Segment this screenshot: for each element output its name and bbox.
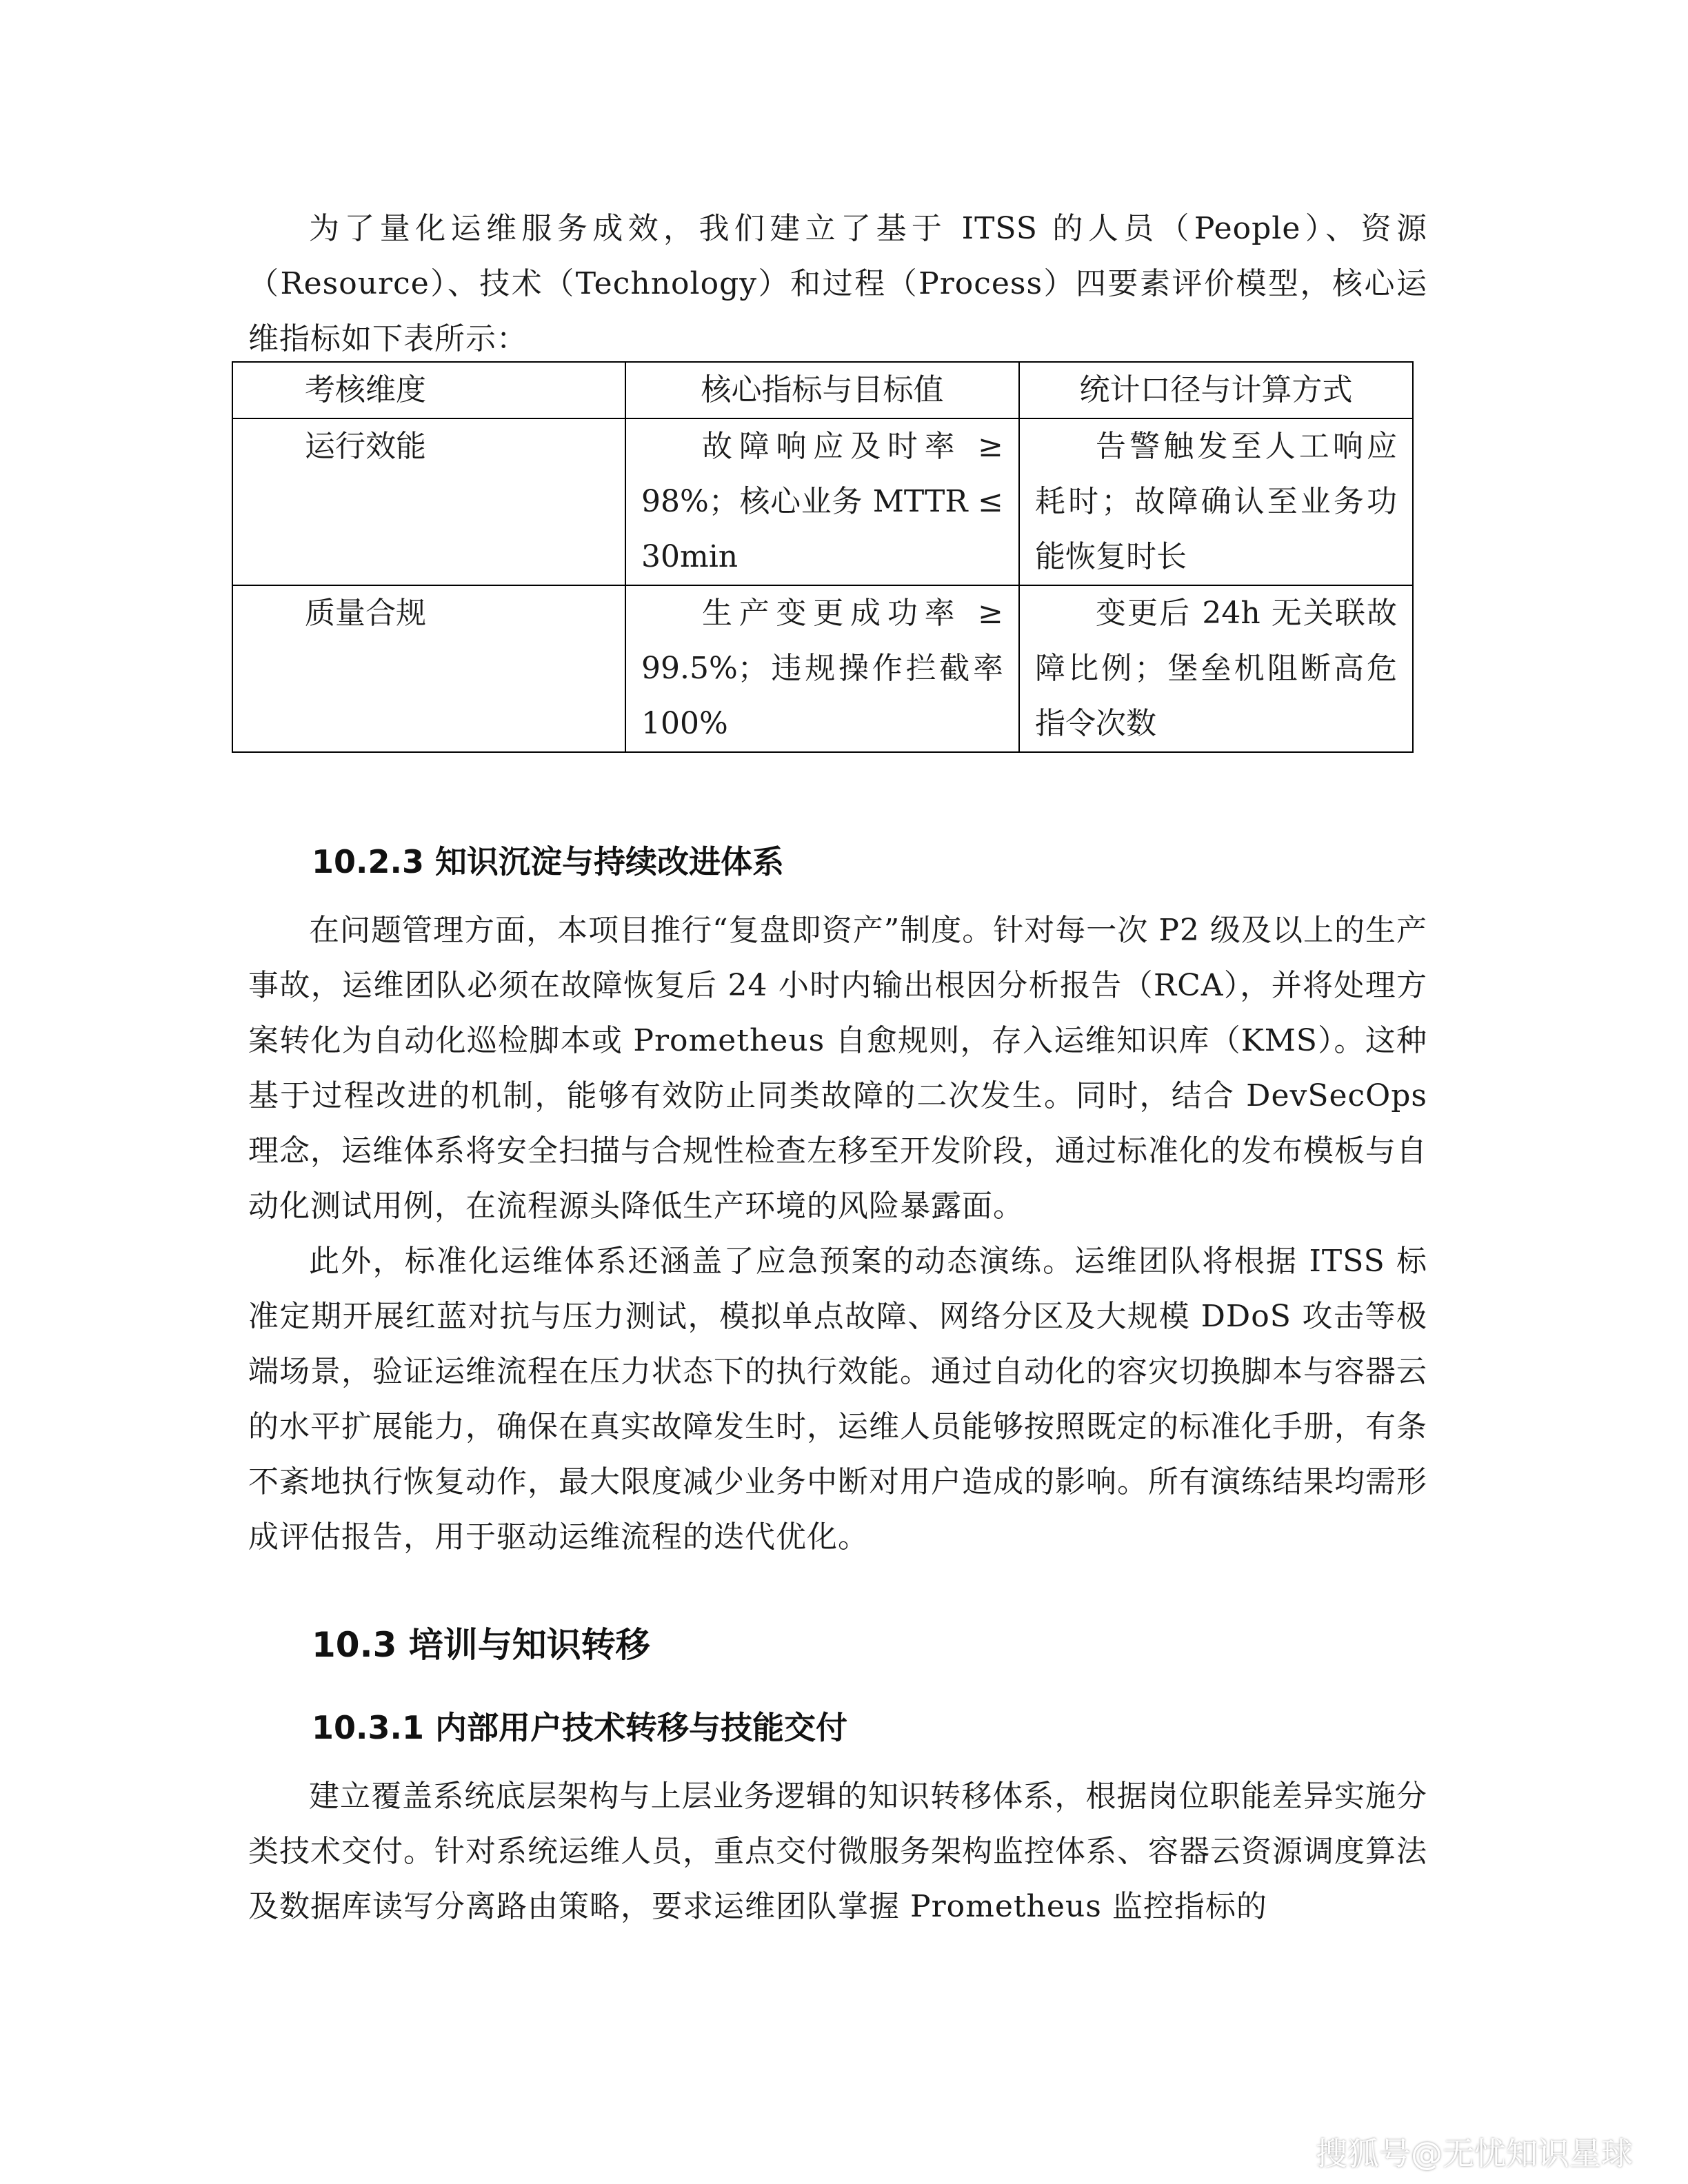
cell-dimension: 质量合规 [232,585,625,752]
metrics-table [232,361,1414,753]
table-row [232,418,1413,585]
table-row [232,585,1413,752]
section-heading-10-3: 10.3 培训与知识转移 [312,1625,650,1665]
watermark-text: 搜狐号@无忧知识星球 [1316,2135,1633,2172]
cell-indicator: 故障响应及时率 ≥ 98%；核心业务 MTTR ≤ 30min [625,418,1019,585]
cell-indicator: 生产变更成功率 ≥ 99.5%；违规操作拦截率 100% [625,585,1019,752]
intro-paragraph: 为了量化运维服务成效，我们建立了基于 ITSS 的人员（People）、资源（Resource）、技术（Technology）和过程（Process）四要素评价模型，核心运维指标如下表所示： [248,211,1427,356]
paragraph-knowledge-transfer: 建立覆盖系统底层架构与上层业务逻辑的知识转移体系，根据岗位职能差异实施分类技术交付。针对系统运维人员，重点交付微服务架构监控体系、容器云资源调度算法及数据库读写分离路由策略，要求运维团队掌握 Prometheus 监控指标的 [248,1779,1427,1924]
paragraph-emergency-drill: 此外，标准化运维体系还涵盖了应急预案的动态演练。运维团队将根据 ITSS 标准定期开展红蓝对抗与压力测试，模拟单点故障、网络分区及大规模 DDoS 攻击等极端场景，验证运维流程在压力状态下的执行效能。通过自动化的容灾切换脚本与容器云的水平扩展能力，确保在真实故障发生时，运维人员能够按照既定的标准化手册，有条不紊地执行恢复动作，最大限度减少业务中断对用户造成的影响。所有演练结果均需形成评估报告，用于驱动运维流程的迭代优化。 [248,1244,1427,1555]
cell-dimension: 运行效能 [232,418,625,585]
cell-method: 变更后 24h 无关联故障比例；堡垒机阻断高危指令次数 [1019,585,1413,752]
table-header-row [232,362,1413,418]
paragraph-problem-management: 在问题管理方面，本项目推行“复盘即资产”制度。针对每一次 P2 级及以上的生产事故，运维团队必须在故障恢复后 24 小时内输出根因分析报告（RCA），并将处理方案转化为自动化巡检脚本或 Prometheus 自愈规则，存入运维知识库（KMS）。这种基于过程改进的机制，能够有效防止同类故障的二次发生。同时，结合 DevSecOps 理念，运维体系将安全扫描与合规性检查左移至开发阶段，通过标准化的发布模板与自动化测试用例，在流程源头降低生产环境的风险暴露面。 [248,913,1427,1224]
cell-method: 告警触发至人工响应耗时；故障确认至业务功能恢复时长 [1019,418,1413,585]
header-indicator: 核心指标与目标值 [625,362,1019,418]
header-dimension: 考核维度 [232,362,625,418]
section-heading-10-3-1: 10.3.1 内部用户技术转移与技能交付 [312,1709,847,1746]
header-method: 统计口径与计算方式 [1019,362,1413,418]
section-heading-10-2-3: 10.2.3 知识沉淀与持续改进体系 [312,843,784,880]
